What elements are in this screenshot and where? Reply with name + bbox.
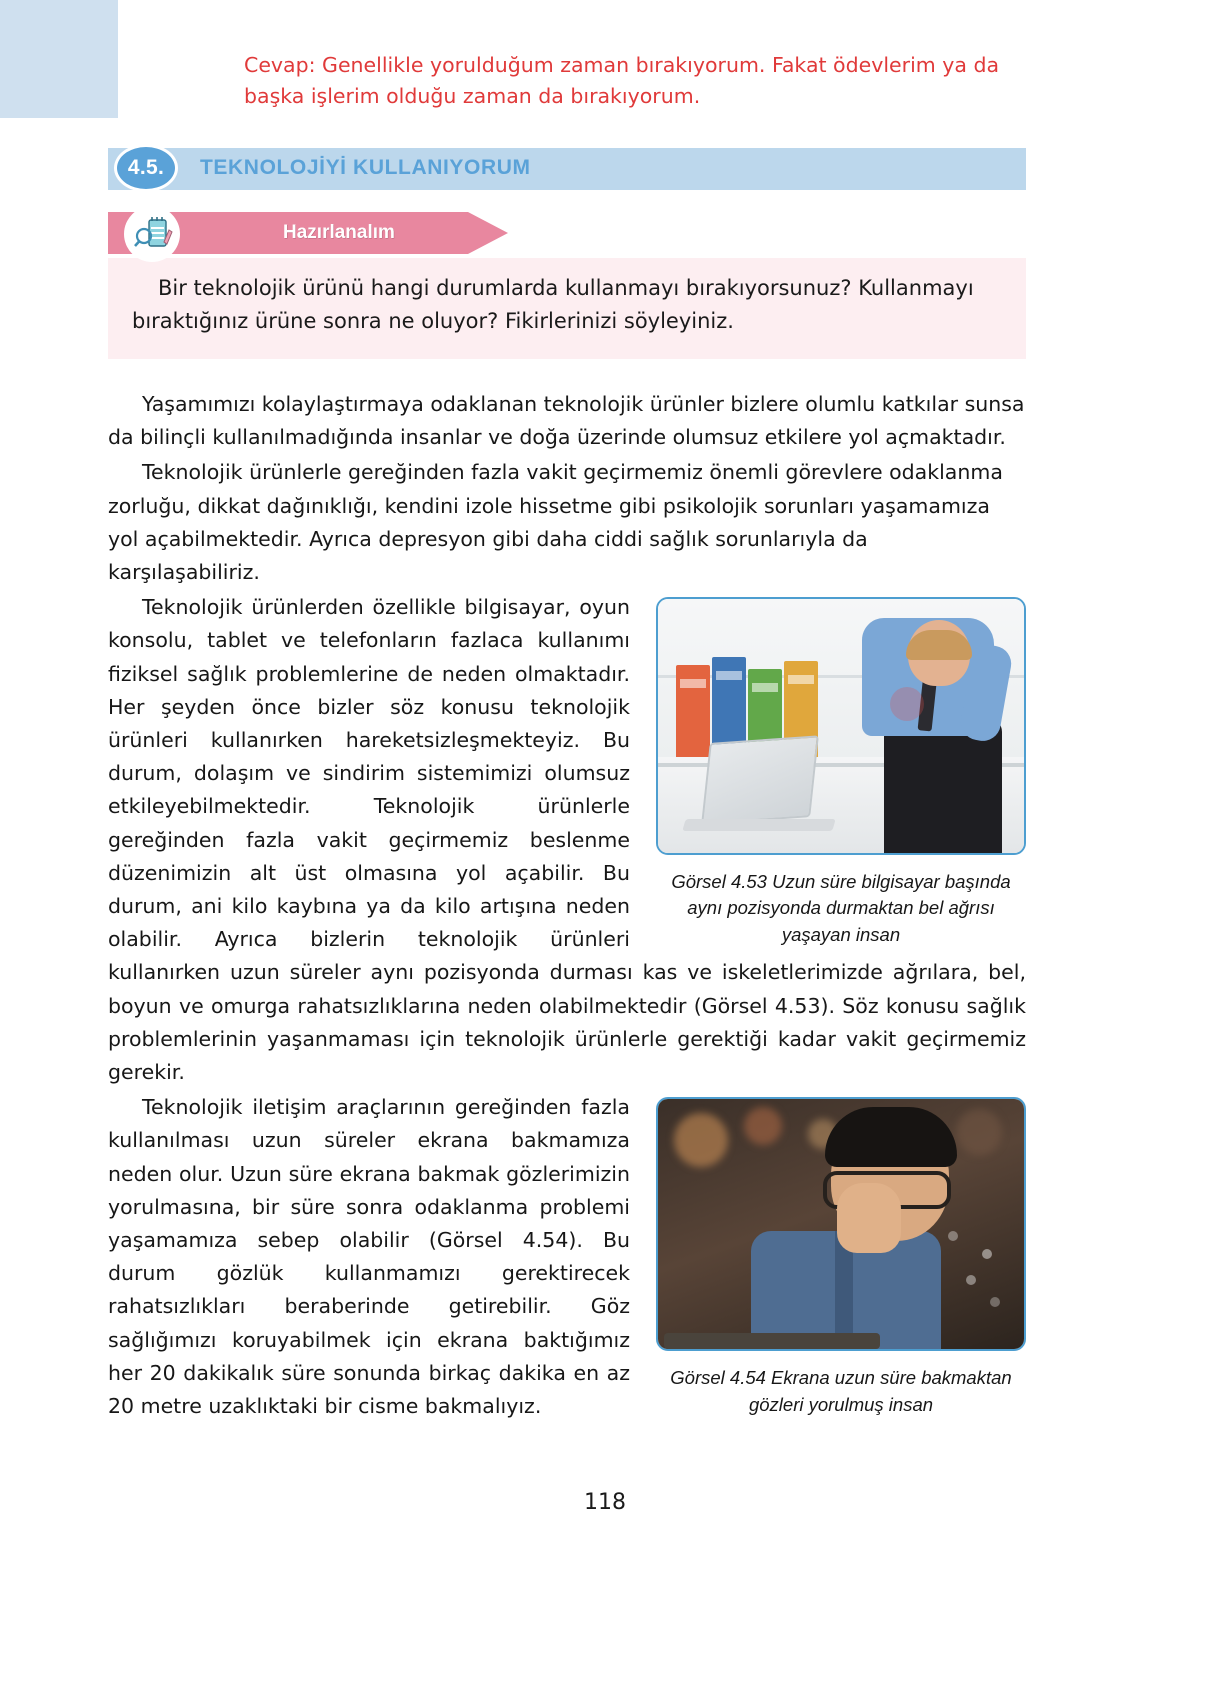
paragraph-4: Teknolojik iletişim araçlarının gereğinden fazla kullanılması uzun süreler ekrana bakmamıza neden olur. Uzun süre ekrana bakmak gözlerimizin yorulmasına, bir süre sonra odaklanma problemi yaşamamıza sebep olabilir (Görsel 4.54). Bu durum gözlük kullanmamızı gerektirecek rahatsızlıkları beraberinde getirebilir. Göz sağlığımızı koruyabilmek için ekrana baktığımız her 20 dakikalık süre sonunda birkaç dakika en az 20 metre uzaklıktaki bir cisme bakmalıyız.	[108, 1095, 630, 1419]
section-title: TEKNOLOJİYİ KULLANIYORUM	[200, 156, 531, 179]
student-answer-note: Cevap: Genellikle yorulduğum zaman bırakıyorum. Fakat ödevlerim ya da başka işlerim olduğu zaman da bırakıyorum.	[244, 53, 1000, 109]
figure-image-frame	[656, 597, 1026, 855]
magnifier-notebook-pencil-icon	[124, 206, 180, 262]
paragraph-1: Yaşamımızı kolaylaştırmaya odaklanan teknolojik ürünler bizlere olumlu katkılar sunsa da bilinçli kullanılmadığında insanlar ve doğa üzerinde olumsuz etkilere yol açmaktadır.	[108, 392, 1025, 450]
figure-image-frame	[656, 1097, 1026, 1351]
figure-caption: Görsel 4.53 Uzun süre bilgisayar başında aynı pozisyonda durmaktan bel ağrısı yaşayan insan	[671, 871, 1011, 945]
main-content	[108, 388, 1026, 1425]
activity-block	[108, 206, 1026, 359]
paragraph-3: Teknolojik ürünlerden özellikle bilgisayar, oyun konsolu, tablet ve telefonların fazlaca kullanımı fiziksel sağlık problemlerine de neden olmaktadır. Her şeyden önce bizler söz konusu teknolojik ürünleri kullanırken hareketsizleşmekteyiz. Bu durum, dolaşım ve sindirim sistemimizi olumsuz etkileyebilmektedir. Teknolojik ürünlerle gereğinden fazla vakit geçirmemiz beslenme düzenimizin alt üst olmasına yol açabilir. Bu durum, ani kilo kaybına ya da kilo artışına neden olabilir. Ayrıca bizlerin teknolojik ürünleri kullanırken uzun süreler aynı pozisyonda durması kas ve iskeletlerimizde ağrılara, bel, boyun ve omurga rahatsızlıklarına neden olabilmektedir (Görsel 4.53). Söz konusu sağlık problemlerinin yaşanmaması için teknolojik ürünlerle gerektiği kadar vakit geçirmemiz gerekir.	[108, 595, 1026, 1085]
activity-banner-label: Hazırlanalım	[283, 222, 395, 243]
activity-question: Bir teknolojik ürünü hangi durumlarda kullanmayı bırakıyorsunuz? Kullanmayı bıraktığınız ürüne sonra ne oluyor? Fikirlerinizi söyleyiniz.	[132, 276, 974, 333]
section-number-badge: 4.5.	[114, 144, 178, 192]
activity-banner	[108, 206, 1026, 258]
page-number: 118	[584, 1490, 626, 1515]
activity-body	[108, 258, 1026, 359]
figure-caption: Görsel 4.54 Ekrana uzun süre bakmaktan gözleri yorulmuş insan	[670, 1367, 1012, 1415]
boy-rubbing-tired-eyes-at-laptop-image	[658, 1099, 1024, 1349]
decorative-corner-block	[0, 0, 118, 118]
man-with-back-pain-at-computer-image	[658, 599, 1024, 853]
paragraph-2: Teknolojik ürünlerle gereğinden fazla vakit geçirmemiz önemli görevlere odaklanma zorluğu, dikkat dağınıklığı, kendini izole hissetme gibi psikolojik sorunları yaşamamıza yol açabilmektedir. Ayrıca depresyon gibi daha ciddi sağlık sorunlarıyla da karşılaşabiliriz.	[108, 460, 1003, 585]
figure-gorsel-4-53	[656, 597, 1026, 948]
figure-gorsel-4-54	[656, 1097, 1026, 1418]
